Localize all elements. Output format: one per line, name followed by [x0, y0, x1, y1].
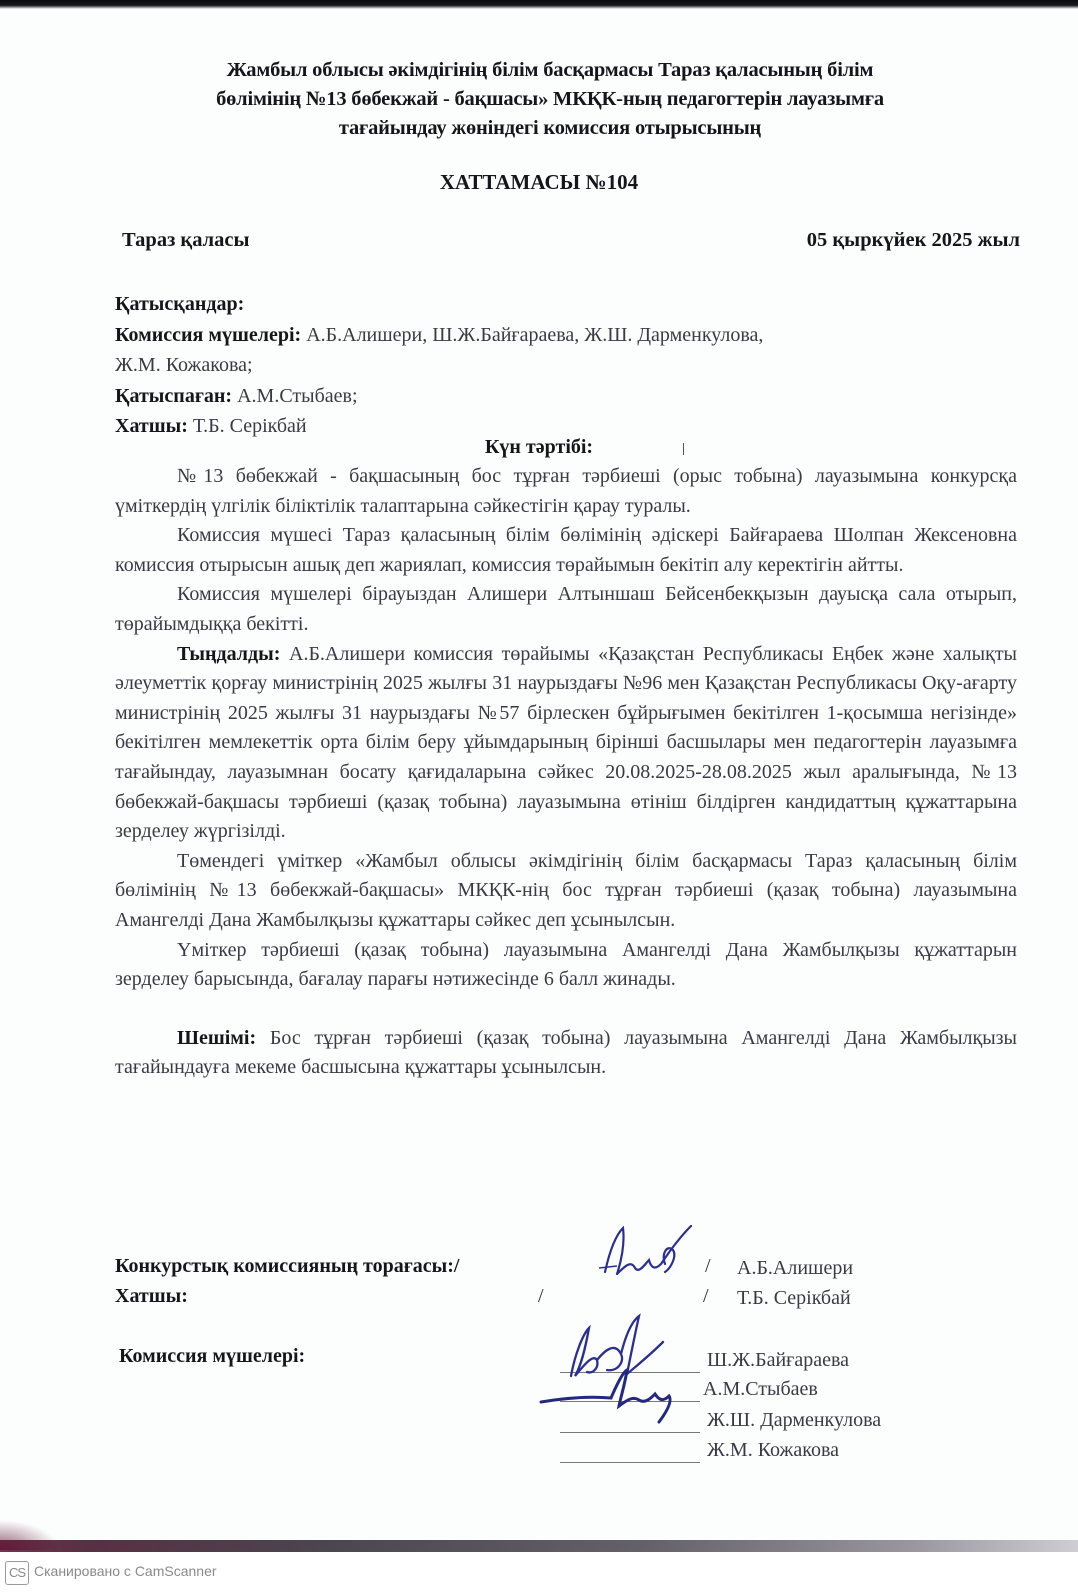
- members-value-cont: Ж.М. Кожакова;: [115, 354, 253, 376]
- member-signature: [535, 1314, 705, 1434]
- chair-label: Конкурстық комиссияның торағасы:/: [115, 1255, 460, 1277]
- members-label: Комиссия мүшелері:: [115, 323, 302, 346]
- attendance-header: Қатысқандар:: [115, 293, 245, 315]
- agenda-title: Күн тәртібі:: [484, 436, 594, 458]
- protocol-title: ХАТТАМАСЫ №104: [439, 170, 639, 194]
- heading-line: Жамбыл облысы әкімдігінің білім басқармасы Тараз қаласының білім: [226, 59, 874, 81]
- chair-name: А.Б.Алишери: [737, 1257, 854, 1279]
- paragraph: Комиссия мүшесі Тараз қаласының білім бөлімінің әдіскері Байғараева Шолпан Жексеновна комиссия отырысын ашық деп жариялап, комиссия төрайымын бекітіп алу керектігін айтты.: [115, 524, 1017, 576]
- secretary-label: Хатшы:: [115, 415, 188, 437]
- stray-mark: [683, 443, 684, 455]
- absent-label: Қатыспаған:: [115, 384, 233, 407]
- member-name: А.М.Стыбаев: [703, 1378, 818, 1400]
- member-name: Ж.Ш. Дарменкулова: [707, 1409, 882, 1431]
- heading-line: бөлімінің №13 бөбекжай - бақшасы» МКҚК-ның педагогтерін лауазымға: [216, 88, 884, 110]
- members-sign-label: Комиссия мүшелері:: [119, 1345, 306, 1367]
- place: Тараз қаласы: [122, 229, 250, 251]
- members-value: А.Б.Алишери, Ш.Ж.Байғараева, Ж.Ш. Дарменкулова,: [301, 323, 764, 346]
- slash: /: [705, 1255, 711, 1277]
- attendance-section: [115, 289, 1015, 442]
- secretary-sign-label: Хатшы:: [115, 1285, 188, 1307]
- secretary-value: Т.Б. Серікбай: [187, 415, 307, 437]
- signature-block: [115, 1252, 1015, 1482]
- paragraph: Төмендегі үміткер «Жамбыл облысы әкімдігінің білім басқармасы Тараз қаласының білім бөлімінің №13 бөбекжай-бақшасы» МКҚК-нің бос тұрған тәрбиеші (қазақ тобына) лауазымына Амангелді Дана Жамбылқызы құжаттары сәйкес деп ұсынылсын.: [115, 849, 1017, 931]
- member-name: Ж.М. Кожакова: [707, 1439, 840, 1461]
- decision-text: Бос тұрған тәрбиеші (қазақ тобына) лауазымына Амангелді Дана Жамбылқызы тағайындауға мекеме басшысына құжаттары ұсынылсын.: [115, 1026, 1017, 1079]
- slash: /: [703, 1285, 709, 1307]
- document-body: [115, 462, 1017, 1083]
- date: 05 қыркүйек 2025 жыл: [806, 229, 1020, 251]
- heading-line: тағайындау жөніндегі комиссия отырысының: [338, 117, 762, 139]
- signature-line: [560, 1462, 700, 1463]
- scan-top-edge: [0, 0, 1078, 9]
- chair-signature: [595, 1224, 705, 1284]
- secretary-sign-name: Т.Б. Серікбай: [737, 1287, 851, 1309]
- absent-value: А.М.Стыбаев;: [232, 384, 358, 407]
- paragraph: Комиссия мүшелері бірауыздан Алишери Алтыншаш Бейсенбекқызын дауысқа сала отырып, төрайымдыққа бекітті.: [115, 583, 1017, 635]
- scan-bottom-edge: [0, 1540, 1078, 1552]
- camscanner-logo-icon: CS: [5, 1561, 29, 1585]
- decision-paragraph: [115, 1024, 1017, 1083]
- heard-paragraph: [115, 640, 1017, 847]
- document-heading: [110, 56, 990, 143]
- heard-text: А.Б.Алишери комиссия төрайымы «Қазақстан Республикасы Еңбек және халықты әлеуметтік қорғау министрінің 2025 жылғы 31 наурыздағы №96 мен Қазақстан Республикасы Оқу-ағарту министрінің 2025 жылғы 31 наурыздағы №57 бірлескен бұйрығымен бекітілген 1-қосымша негізінде» бекітілген мемлекеттік орта білім беру ұйымдарының бірінші басшылары мен педагогтерін лауазымға тағайындау, лауазымнан босату қағидаларына сәйкес 20.08.2025-28.08.2025 жыл аралығында, №13 бөбекжай-бақшасы тәрбиеші (қазақ тобына) лауазымына өтініш білдірген кандидаттың құжаттарына зерделеу жүргізілді.: [115, 642, 1017, 843]
- paragraph: Үміткер тәрбиеші (қазақ тобына) лауазымына Амангелді Дана Жамбылқызы құжаттарын зерделеу барысында, бағалау парағы нәтижесінде 6 балл жинады.: [115, 938, 1017, 991]
- member-name: Ш.Ж.Байғараева: [707, 1349, 850, 1371]
- slash: /: [538, 1285, 544, 1307]
- heard-label: Тыңдалды:: [177, 642, 281, 665]
- decision-label: Шешімі:: [177, 1026, 257, 1049]
- scanner-watermark-text: Сканировано с CamScanner: [34, 1563, 217, 1579]
- agenda-paragraph: №13 бөбекжай - бақшасының бос тұрған тәрбиеші (орыс тобына) лауазымына конкурсқа үміткердің үлгілік біліктілік талаптарына сәйкестігін қарау туралы.: [115, 465, 1017, 517]
